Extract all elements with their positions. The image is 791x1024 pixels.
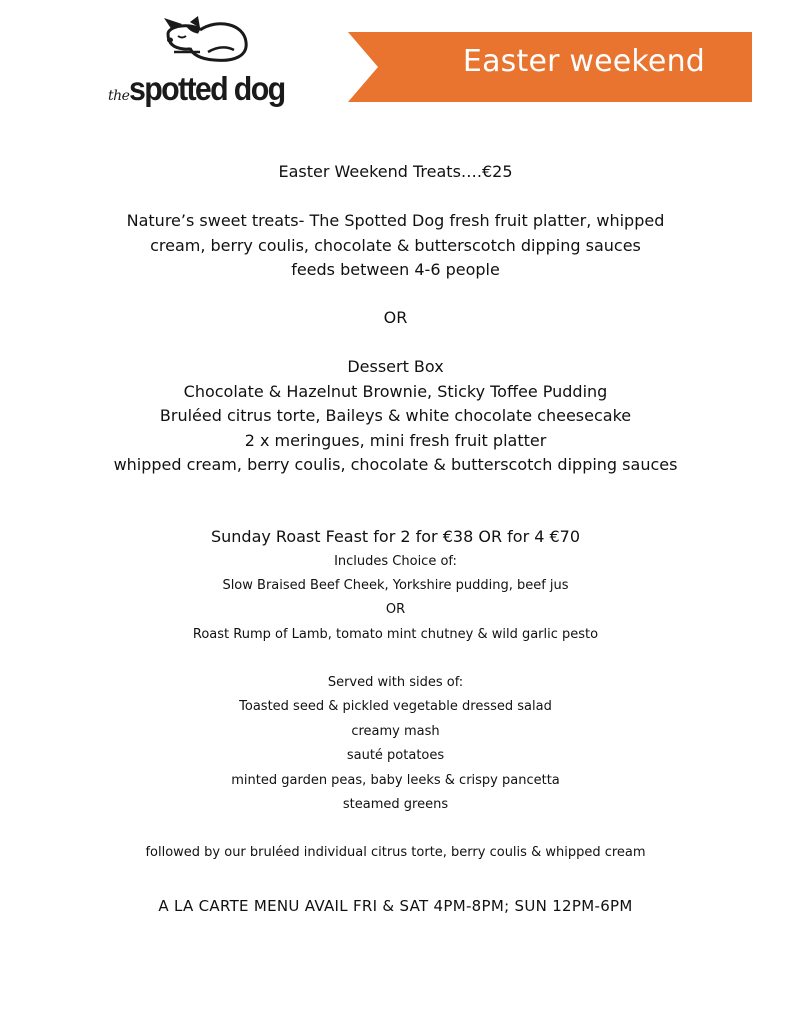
roast-followed-by: followed by our bruléed individual citrus torte, berry coulis & whipped cream	[145, 845, 646, 860]
treats-option-1-line: Nature’s sweet treats- The Spotted Dog fresh fruit platter, whipped	[126, 211, 665, 230]
treats-option-1-line: cream, berry coulis, chocolate & butterscotch dipping sauces	[150, 235, 641, 255]
dessert-box-line: whipped cream, berry coulis, chocolate & butterscotch dipping sauces	[113, 455, 678, 474]
roast-choice-2: Roast Rump of Lamb, tomato mint chutney & wild garlic pesto	[192, 626, 599, 642]
side-item: sauté potatoes	[346, 748, 445, 764]
banner-title: Easter weekend	[462, 44, 706, 79]
logo-name: spotted dog	[129, 70, 285, 107]
treats-title: Easter Weekend Treats….€25	[278, 162, 513, 181]
side-item: minted garden peas, baby leeks & crispy pancetta	[231, 772, 560, 788]
roast-sides	[0, 671, 791, 817]
dessert-box-line: Chocolate & Hazelnut Brownie, Sticky Toffee Pudding	[183, 381, 608, 401]
logo-small-text: the	[108, 88, 130, 104]
dessert-box-line: 2 x meringues, mini fresh fruit platter	[244, 430, 547, 450]
dessert-box-title: Dessert Box	[347, 357, 444, 376]
logo-wordmark	[108, 70, 298, 108]
treats-option-1	[0, 209, 791, 283]
easter-weekend-banner	[348, 32, 752, 102]
sides-intro: Served with sides of:	[327, 675, 464, 690]
side-item: steamed greens	[342, 797, 449, 813]
treats-or: OR	[383, 308, 408, 327]
side-item: Toasted seed & pickled vegetable dressed salad	[239, 699, 552, 715]
roast-choices	[0, 550, 791, 647]
roast-or: OR	[385, 602, 406, 618]
sleeping-dog-icon	[160, 16, 252, 70]
a-la-carte-hours: A LA CARTE MENU AVAIL FRI & SAT 4PM-8PM; SUN 12PM-6PM	[158, 897, 633, 915]
treats-option-1-line: feeds between 4-6 people	[291, 260, 500, 279]
dessert-box-line: Bruléed citrus torte, Baileys & white chocolate cheesecake	[159, 406, 632, 425]
roast-includes: Includes Choice of:	[334, 554, 457, 569]
side-item: creamy mash	[351, 723, 440, 739]
spotted-dog-logo	[108, 16, 298, 116]
roast-title: Sunday Roast Feast for 2 for €38 OR for 4 €70	[210, 527, 581, 546]
roast-choice-1: Slow Braised Beef Cheek, Yorkshire pudding, beef jus	[222, 578, 569, 594]
dessert-box	[0, 355, 791, 478]
